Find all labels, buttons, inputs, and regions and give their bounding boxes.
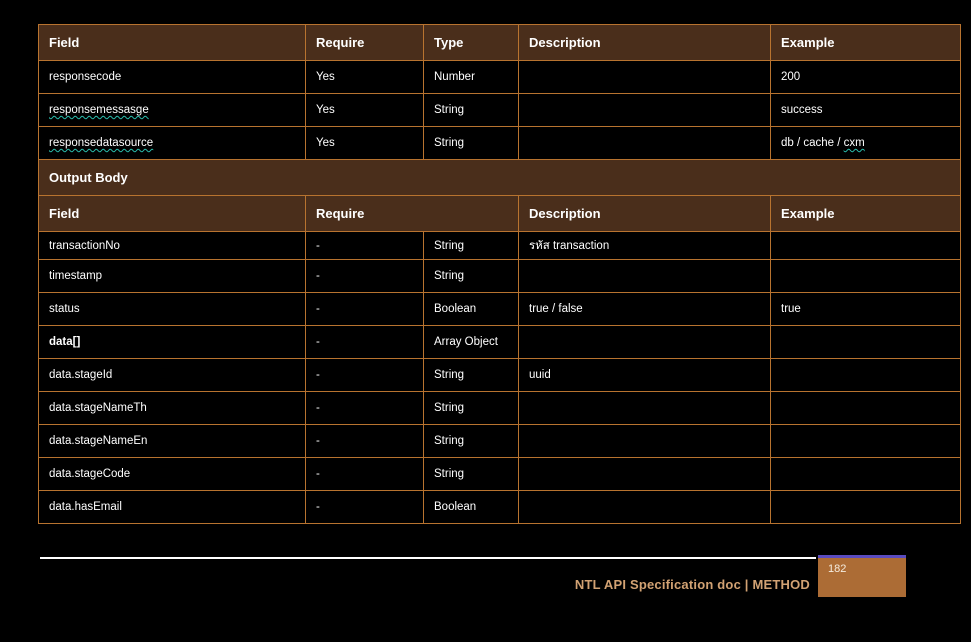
require-cell: -	[306, 260, 424, 293]
require-cell: -	[306, 425, 424, 458]
table-row	[39, 392, 961, 425]
description-cell	[519, 61, 771, 94]
type-cell: String	[424, 392, 519, 425]
example-cell	[771, 425, 961, 458]
example-cell	[771, 458, 961, 491]
column-header-example: Example	[771, 196, 961, 232]
require-cell: -	[306, 232, 424, 260]
field-cell: status	[39, 293, 306, 326]
table-row	[39, 94, 961, 127]
table-row	[39, 458, 961, 491]
misspelled-field-text: responsemessasge	[49, 104, 149, 116]
example-cell: true	[771, 293, 961, 326]
example-cell	[771, 392, 961, 425]
example-cell	[771, 260, 961, 293]
column-header-description: Description	[519, 25, 771, 61]
table-row	[39, 293, 961, 326]
field-cell: responsecode	[39, 61, 306, 94]
field-cell: data.stageCode	[39, 458, 306, 491]
table-row	[39, 359, 961, 392]
description-cell	[519, 458, 771, 491]
type-cell: String	[424, 94, 519, 127]
type-cell: String	[424, 359, 519, 392]
example-cell	[771, 326, 961, 359]
example-cell	[771, 127, 961, 160]
page-number-box	[818, 555, 906, 597]
require-cell: -	[306, 326, 424, 359]
field-cell: data.stageId	[39, 359, 306, 392]
table-row	[39, 127, 961, 160]
require-cell: -	[306, 491, 424, 524]
example-cell	[771, 491, 961, 524]
section-title: Output Body	[39, 160, 961, 196]
table-row	[39, 425, 961, 458]
require-cell: -	[306, 392, 424, 425]
description-cell: uuid	[519, 359, 771, 392]
type-cell: Array Object	[424, 326, 519, 359]
type-cell: Number	[424, 61, 519, 94]
require-cell: -	[306, 359, 424, 392]
example-cell: success	[771, 94, 961, 127]
type-cell: Boolean	[424, 293, 519, 326]
field-cell: data[]	[39, 326, 306, 359]
page-number: 182	[828, 563, 847, 575]
example-cell	[771, 359, 961, 392]
description-cell	[519, 260, 771, 293]
api-spec-table	[38, 24, 961, 524]
require-cell: Yes	[306, 127, 424, 160]
column-header-type: Type	[424, 25, 519, 61]
field-cell: transactionNo	[39, 232, 306, 260]
type-cell: String	[424, 260, 519, 293]
field-cell: data.hasEmail	[39, 491, 306, 524]
table-row	[39, 491, 961, 524]
field-cell	[39, 127, 306, 160]
table-row	[39, 61, 961, 94]
description-cell	[519, 127, 771, 160]
column-header-require: Require	[306, 25, 424, 61]
footer-divider	[40, 557, 816, 559]
type-cell: String	[424, 232, 519, 260]
require-cell: Yes	[306, 61, 424, 94]
description-cell	[519, 94, 771, 127]
field-cell: data.stageNameEn	[39, 425, 306, 458]
example-text: db / cache /	[781, 137, 844, 149]
require-cell: Yes	[306, 94, 424, 127]
column-header-example: Example	[771, 25, 961, 61]
type-cell: String	[424, 425, 519, 458]
field-cell: timestamp	[39, 260, 306, 293]
type-cell: Boolean	[424, 491, 519, 524]
field-cell	[39, 94, 306, 127]
require-cell: -	[306, 293, 424, 326]
misspelled-example-text: cxm	[843, 137, 865, 149]
require-cell: -	[306, 458, 424, 491]
description-cell	[519, 326, 771, 359]
description-cell: true / false	[519, 293, 771, 326]
table-header-row	[39, 25, 961, 61]
column-header-description: Description	[519, 196, 771, 232]
description-cell: รหัส transaction	[519, 232, 771, 260]
table-header-row	[39, 196, 961, 232]
example-cell: 200	[771, 61, 961, 94]
type-cell: String	[424, 127, 519, 160]
table-row	[39, 260, 961, 293]
table-row	[39, 232, 961, 260]
example-cell	[771, 232, 961, 260]
table-row	[39, 326, 961, 359]
type-cell: String	[424, 458, 519, 491]
misspelled-field-text: responsedatasource	[49, 137, 154, 149]
column-header-field: Field	[39, 25, 306, 61]
description-cell	[519, 491, 771, 524]
column-header-require: Require	[306, 196, 519, 232]
field-cell: data.stageNameTh	[39, 392, 306, 425]
description-cell	[519, 392, 771, 425]
footer-doc-title: NTL API Specification doc | METHOD	[574, 577, 810, 592]
description-cell	[519, 425, 771, 458]
section-header-row	[39, 160, 961, 196]
column-header-field: Field	[39, 196, 306, 232]
